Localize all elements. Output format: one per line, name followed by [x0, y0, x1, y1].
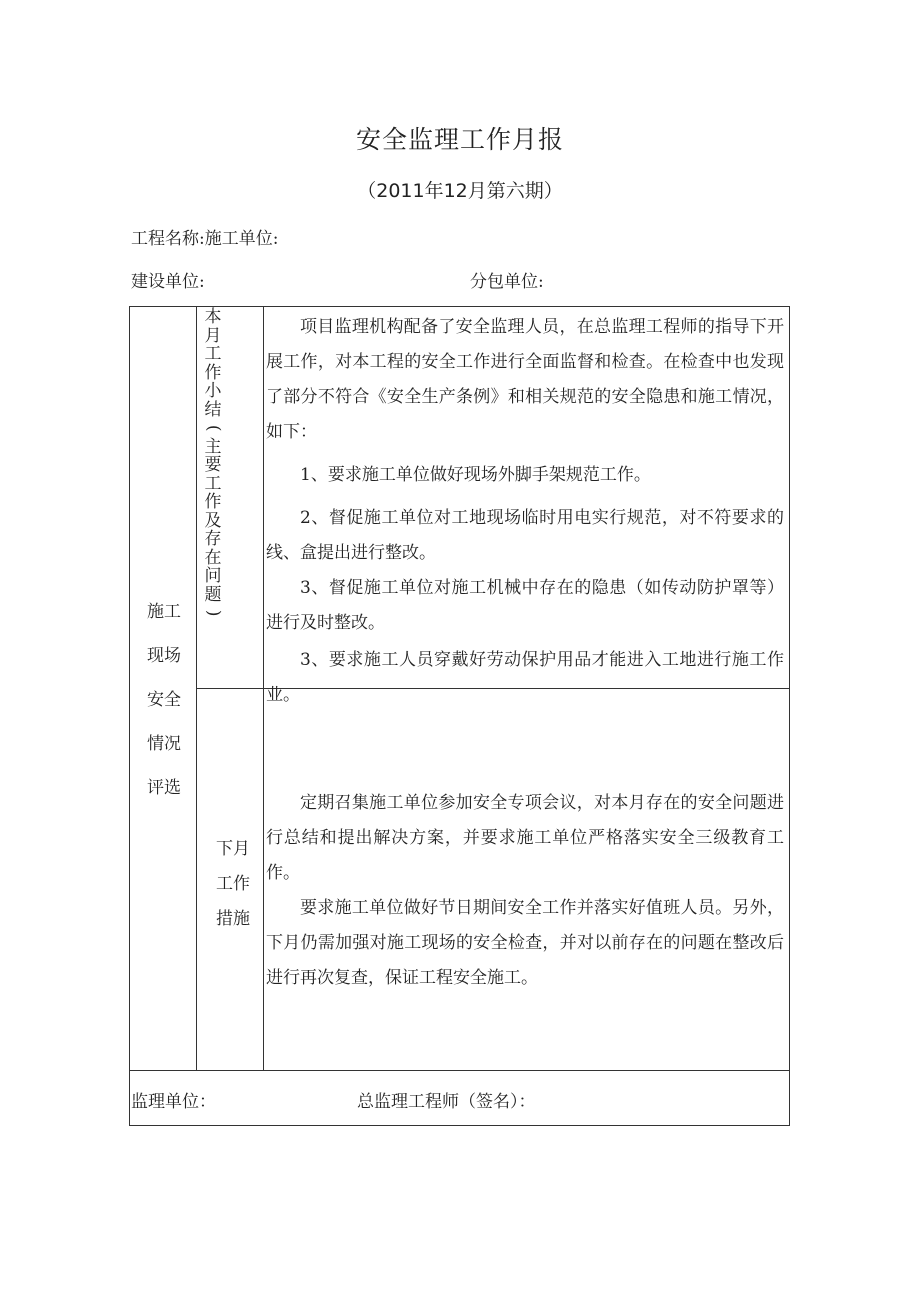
- summary-label-vertical: [200, 308, 226, 623]
- summary-label-char: 存: [204, 529, 222, 549]
- section-label-line: 现场: [147, 646, 181, 666]
- summary-label-char: (: [203, 424, 224, 432]
- next-label-line: 下月: [216, 839, 250, 859]
- summary-label-char: 在: [204, 547, 222, 568]
- table-border-left: [129, 306, 130, 1126]
- summary-label-char: 工: [204, 344, 222, 364]
- summary-label-char: 工: [204, 473, 222, 494]
- summary-item: 3、督促施工单位对施工机械中存在的隐患（如传动防护罩等）进行及时整改。: [266, 578, 784, 633]
- table-border-top: [129, 306, 790, 307]
- summary-label-char: 作: [204, 362, 222, 383]
- next-month-content: [266, 786, 784, 996]
- section-label-line: 施工: [147, 602, 181, 622]
- summary-label-char: 题: [204, 584, 222, 605]
- section-label-line: 情况: [147, 734, 181, 754]
- section-label-line: 安全: [147, 690, 181, 710]
- summary-label-char: 作: [204, 492, 222, 512]
- subcontract-unit-label: 分包单位:: [470, 272, 544, 292]
- summary-label-char: 月: [204, 325, 222, 346]
- summary-item: 2、督促施工单位对工地现场临时用电实行规范，对不符要求的线、盒提出进行整改。: [266, 508, 784, 563]
- summary-label-char: 及: [204, 510, 222, 531]
- next-paragraph: 定期召集施工单位参加安全专项会议，对本月存在的安全问题进行总结和提出解决方案，并要求施工单位严格落实安全三级教育工作。: [266, 793, 784, 883]
- summary-label-char: 小: [204, 381, 222, 401]
- section-label-line: 评选: [147, 778, 181, 798]
- chief-engineer-signature-label: 总监理工程师（签名）：: [357, 1092, 536, 1112]
- builder-unit-label: 建设单位:: [131, 272, 205, 292]
- next-label-line: 工作: [216, 874, 250, 894]
- next-month-label: [205, 832, 261, 937]
- supervision-unit-label: 监理单位：: [131, 1092, 216, 1112]
- section-label-site-safety: [139, 590, 189, 810]
- summary-label-char: 要: [204, 455, 222, 475]
- next-paragraph: 要求施工单位做好节日期间安全工作并落实好值班人员。另外，下月仍需加强对施工现场的安全检查，并对以前存在的问题在整改后进行再次复查，保证工程安全施工。: [266, 898, 784, 988]
- document-subtitle: （2011年12月第六期）: [357, 180, 563, 202]
- summary-label-char: 结: [204, 399, 222, 420]
- summary-item: 3、要求施工人员穿戴好劳动保护用品才能进入工地进行施工作业。: [266, 650, 784, 705]
- summary-item: 1、要求施工单位做好现场外脚手架规范工作。: [300, 465, 651, 485]
- project-name-label: 工程名称:: [131, 229, 205, 249]
- construction-unit-label: 施工单位:: [204, 229, 279, 249]
- next-label-line: 措施: [216, 909, 250, 929]
- project-info-line-1: [131, 224, 278, 249]
- summary-content: [266, 310, 784, 713]
- document-title: 安全监理工作月报: [355, 125, 564, 154]
- summary-paragraph: 项目监理机构配备了安全监理人员，在总监理工程师的指导下开展工作，对本工程的安全工作进行全面监督和检查。在检查中也发现了部分不符合《安全生产条例》和相关规范的安全隐患和施工情况，如下：: [266, 317, 784, 442]
- table-border-bottom: [129, 1125, 790, 1126]
- summary-label-char: ): [203, 609, 224, 617]
- summary-label-char: 主: [204, 436, 222, 457]
- summary-label-char: 本: [204, 307, 222, 327]
- table-divider-footer: [129, 1070, 790, 1071]
- table-border-right: [789, 306, 790, 1126]
- summary-label-char: 问: [204, 566, 222, 586]
